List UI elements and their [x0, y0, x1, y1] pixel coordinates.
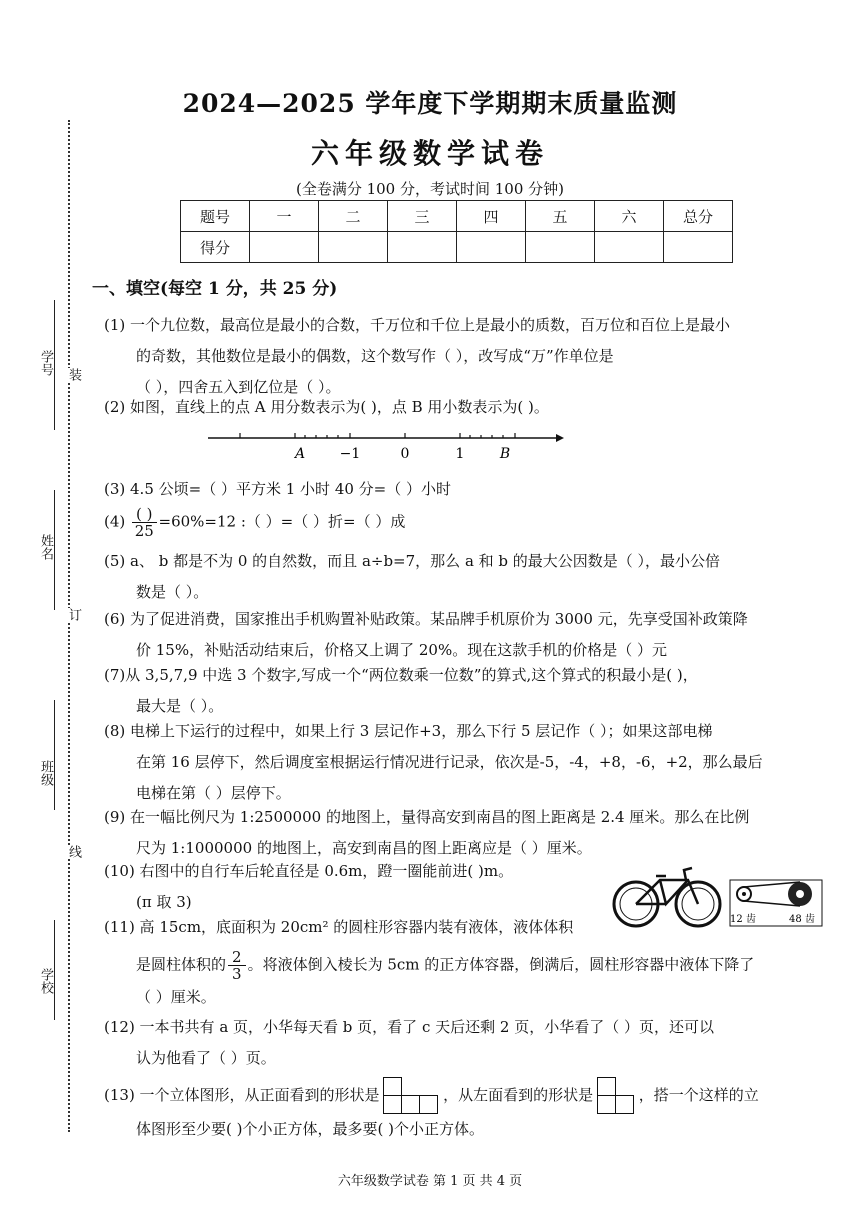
- banji-blank: [54, 700, 55, 810]
- q8-line1: (8) 电梯上下运行的过程中，如果上行 3 层记作+3，那么下行 5 层记作（ ）；如果这部电梯: [104, 722, 713, 740]
- q11-line2: [104, 949, 824, 982]
- binding-dotted-line: [68, 120, 70, 1132]
- label-xingming: 姓名: [38, 534, 53, 560]
- q5-line1: (5) a、 b 都是不为 0 的自然数，而且 a÷b=7，那么 a 和 b 的最大公因数是（ ），最小公倍: [104, 552, 721, 570]
- left-view-shape: [598, 1078, 634, 1114]
- exam-note: (全卷满分 100 分，考试时间 100 分钟): [295, 180, 565, 198]
- question-2: [104, 392, 824, 423]
- q11-fraction: [228, 949, 246, 982]
- q13-text-a: (13) 一个立体图形，从正面看到的形状是: [104, 1086, 380, 1104]
- score-blank: [526, 232, 595, 263]
- score-table: [180, 200, 733, 263]
- question-13: [104, 1078, 824, 1145]
- label-xuehao: 学号: [38, 350, 53, 376]
- question-9: [104, 802, 824, 864]
- q11-line2-pre: 是圆柱体积的: [136, 955, 227, 974]
- q13-text-c: ，搭一个这样的立: [638, 1086, 759, 1104]
- exam-title: 2024—2025 学年度下学期期末质量监测: [182, 89, 678, 118]
- question-6: [104, 604, 824, 666]
- tick-label-0: 0: [400, 446, 410, 462]
- front-view-shape: [384, 1078, 438, 1114]
- score-cell: 三: [388, 201, 457, 232]
- label-zhuang: 装: [66, 368, 81, 381]
- number-line: [200, 424, 570, 464]
- q13-text-b: ，从左面看到的形状是: [443, 1086, 594, 1104]
- tick-label-1: 1: [455, 446, 465, 462]
- label-xuexiao: 学校: [38, 968, 53, 994]
- question-4: [104, 506, 824, 539]
- q9-line2: 尺为 1:1000000 的地图上，高安到南昌的图上距离应是（ ）厘米。: [136, 839, 592, 857]
- q6-line1: (6) 为了促进消费，国家推出手机购置补贴政策。某品牌手机原价为 3000 元，先享受国补政策降: [104, 610, 748, 628]
- q7-line1: (7)从 3,5,7,9 中选 3 个数字,写成一个“两位数乘一位数”的算式,这个算式的积最小是( )，: [104, 666, 698, 684]
- score-table-header-row: [181, 201, 733, 232]
- q13-line1: [104, 1078, 824, 1114]
- q1-line2: 的奇数，其他数位是最小的偶数，这个数写作（ ），改写成“万”作单位是: [136, 347, 614, 365]
- q9-line1: (9) 在一幅比例尺为 1:2500000 的地图上，量得高安到南昌的图上距离是 2.4 厘米。那么在比例: [104, 808, 750, 826]
- number-line-arrow: [556, 434, 564, 442]
- score-cell: 五: [526, 201, 595, 232]
- q7-line2: 最大是（ ）。: [136, 697, 224, 715]
- tick-label-minus1: −1: [339, 446, 361, 462]
- q11-line1: (11) 高 15cm，底面积为 20cm² 的圆柱形容器内装有液体，液体体积: [104, 918, 574, 936]
- q10-line1: (10) 右图中的自行车后轮直径是 0.6m，蹬一圈能前进( )m。: [104, 862, 514, 880]
- q4-rest: =60%=12 :（ ）=（ ）折=（ ）成: [158, 512, 406, 531]
- question-1: [104, 310, 824, 403]
- point-a-label: A: [294, 446, 306, 462]
- page-footer: 六年级数学试卷 第 1 页 共 4 页: [337, 1174, 523, 1189]
- score-cell: 得分: [181, 232, 250, 263]
- score-cell: 一: [250, 201, 319, 232]
- score-cell: 题号: [181, 201, 250, 232]
- q1-line3: （ ），四舍五入到亿位是（ ）。: [136, 378, 341, 396]
- question-8: [104, 716, 824, 809]
- q6-line2: 价 15%，补贴活动结束后，价格又上调了 20%。现在这款手机的价格是（ ）元: [136, 641, 667, 659]
- question-7: [104, 660, 824, 722]
- q12-line1: (12) 一本书共有 a 页，小华每天看 b 页，看了 c 天后还剩 2 页，小华看了（ ）页，还可以: [104, 1018, 714, 1036]
- q8-line3: 电梯在第（ ）层停下。: [136, 784, 291, 802]
- score-blank: [250, 232, 319, 263]
- gear-front-label: 12 齿: [730, 914, 756, 925]
- score-cell: 六: [595, 201, 664, 232]
- question-5: [104, 546, 824, 608]
- q4-number: (4): [104, 512, 126, 531]
- score-blank: [457, 232, 526, 263]
- q8-line2: 在第 16 层停下，然后调度室根据运行情况进行记录，依次是-5，-4，+8，-6，+2，那么最后: [136, 753, 763, 771]
- score-cell: 四: [457, 201, 526, 232]
- q1-line1: (1) 一个九位数，最高位是最小的合数，千万位和千位上是最小的质数，百万位和百位上是最小: [104, 316, 731, 334]
- q3-line1: (3) 4.5 公顷=（ ）平方米 1 小时 40 分=（ ）小时: [104, 480, 452, 498]
- score-blank: [319, 232, 388, 263]
- q11-fraction-denominator: 3: [232, 965, 242, 983]
- q12-line2: 认为他看了（ ）页。: [136, 1049, 276, 1067]
- question-12: [104, 1012, 824, 1074]
- score-blank: [664, 232, 733, 263]
- gear-back-label: 48 齿: [789, 914, 815, 925]
- q4-fraction-numerator: ( ): [132, 506, 156, 523]
- label-ding: 订: [66, 608, 81, 621]
- label-banji: 班级: [38, 760, 53, 786]
- q11-line3: （ ）厘米。: [136, 988, 216, 1006]
- q4-line1: [104, 506, 824, 539]
- q4-fraction-denominator: 25: [134, 522, 154, 540]
- score-cell: 总分: [664, 201, 733, 232]
- section-1-title: 一、填空(每空 1 分，共 25 分): [92, 279, 338, 299]
- score-blank: [595, 232, 664, 263]
- q5-line2: 数是（ ）。: [136, 583, 209, 601]
- question-3: [104, 474, 824, 505]
- q2-line1: (2) 如图，直线上的点 A 用分数表示为( )，点 B 用小数表示为( )。: [104, 398, 549, 416]
- q10-line2: (π 取 3): [136, 893, 192, 911]
- exam-subtitle: 六年级数学试卷: [310, 137, 549, 170]
- q13-line2: 体图形至少要( )个小正方体，最多要( )个小正方体。: [136, 1120, 484, 1138]
- q11-fraction-numerator: 2: [228, 949, 246, 966]
- q11-line2-post: 。将液体倒入棱长为 5cm 的正方体容器，倒满后，圆柱形容器中液体下降了: [247, 955, 755, 974]
- label-xian: 线: [66, 845, 81, 858]
- score-blank: [388, 232, 457, 263]
- q4-fraction: [132, 506, 156, 539]
- point-b-label: B: [499, 446, 511, 462]
- question-11: [104, 912, 824, 1013]
- score-cell: 二: [319, 201, 388, 232]
- score-table-score-row: [181, 232, 733, 263]
